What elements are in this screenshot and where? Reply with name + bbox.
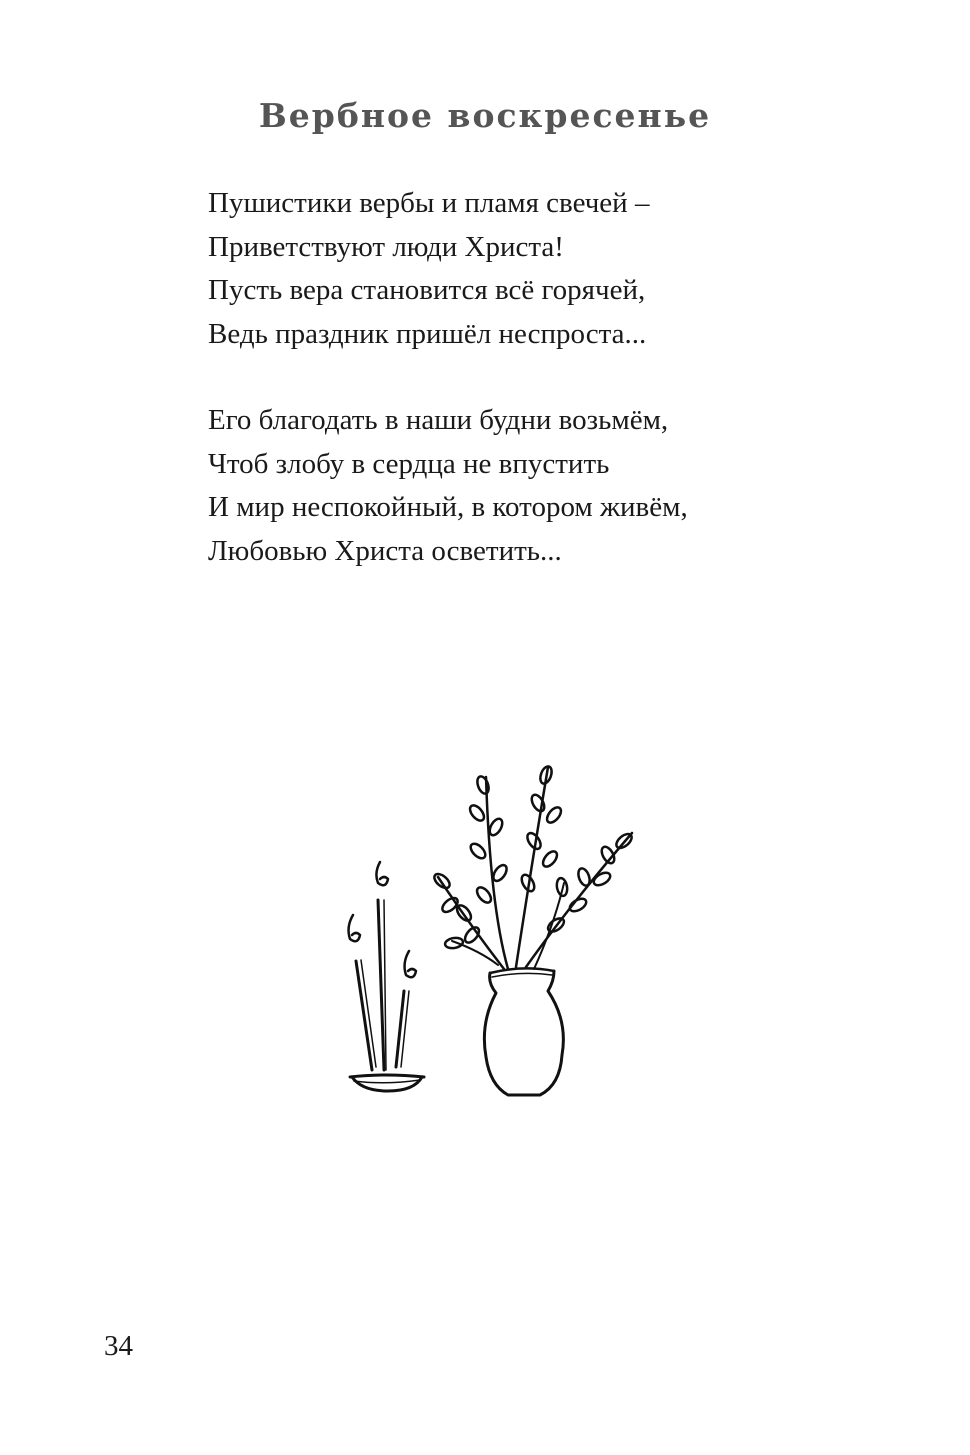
verse-line: И мир неспокойный, в котором живём, [208, 491, 688, 523]
stanza-2 [208, 399, 908, 573]
verse-line: Приветствуют люди Христа! [208, 230, 564, 263]
verse-line: Пусть вера становится всё горячей, [208, 274, 646, 306]
page-title: Вербное воскресенье [258, 96, 712, 135]
illustration [340, 755, 640, 1105]
verse-line: Пушистики вербы и пламя свечей – [208, 187, 650, 219]
poem [208, 182, 908, 616]
verse-line: Чтоб злобу в сердца не впустить [208, 447, 610, 480]
willow-vase-icon [432, 765, 634, 1095]
verse-line: Ведь праздник пришёл неспроста... [208, 317, 647, 350]
stanza-1 [208, 182, 908, 356]
page-number: 34 [104, 1330, 133, 1362]
verse-line: Его благодать в наши будни возьмём, [208, 404, 669, 436]
candles-icon [349, 862, 424, 1091]
verse-line: Любовью Христа осветить... [208, 534, 562, 567]
illustration-svg [340, 755, 640, 1105]
